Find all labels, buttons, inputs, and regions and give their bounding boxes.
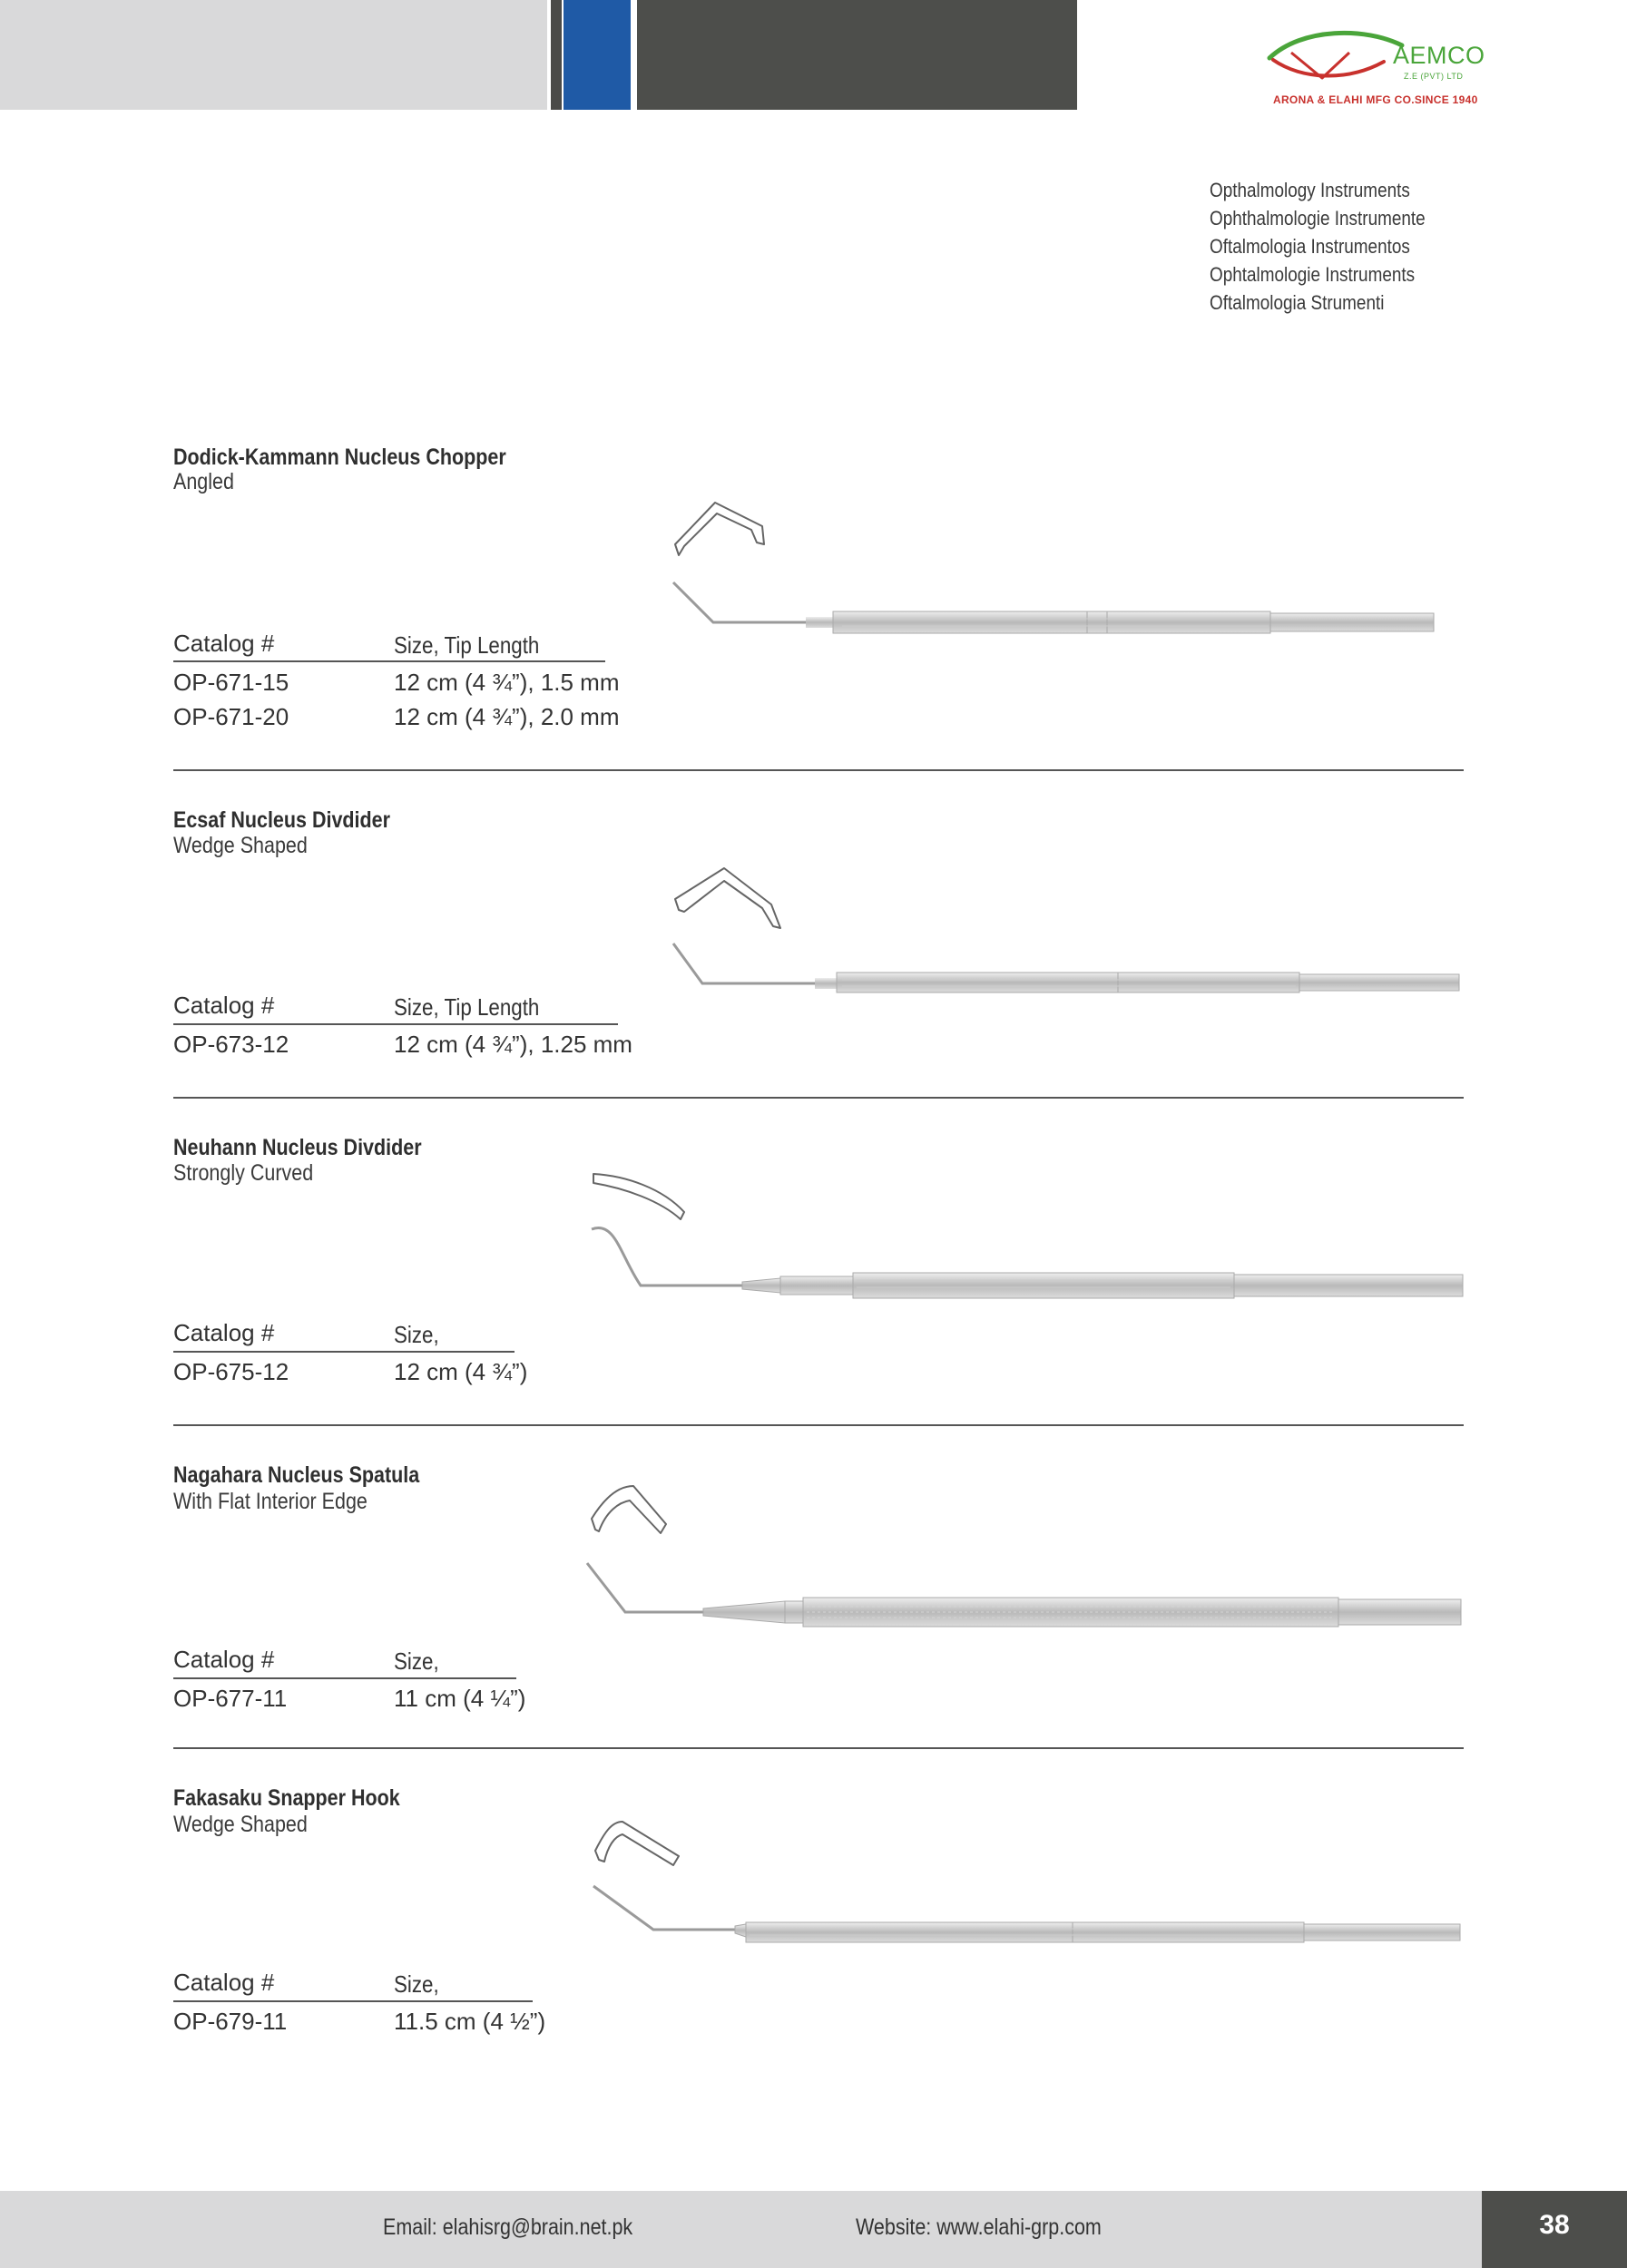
product-subtitle: With Flat Interior Edge xyxy=(173,1489,368,1514)
tip-detail-icon xyxy=(592,1814,682,1869)
section-divider xyxy=(173,1424,1464,1426)
logo-name: AEMCO xyxy=(1393,42,1485,69)
page-number: 38 xyxy=(1539,2210,1570,2240)
product-subtitle: Strongly Curved xyxy=(173,1160,314,1186)
instrument-image xyxy=(588,1220,1468,1302)
footer-email[interactable]: Email: elahisrg@brain.net.pk xyxy=(383,2214,633,2240)
catalog-number: OP-675-12 xyxy=(173,1358,289,1385)
header-bar-dark xyxy=(637,0,1077,110)
section-divider xyxy=(173,1747,1464,1749)
category-languages xyxy=(1210,176,1426,317)
product-title: Neuhann Nucleus Divdider xyxy=(173,1135,422,1160)
catalog-column-header: Catalog # xyxy=(173,1319,275,1346)
size-value: 12 cm (4 ¾”), 2.0 mm xyxy=(394,703,620,730)
size-column-header: Size, Tip Length xyxy=(394,631,540,659)
logo-tagline: ARONA & ELAHI MFG CO.SINCE 1940 xyxy=(1273,93,1478,106)
language-line: Ophthalmologie Instrumente xyxy=(1210,207,1426,230)
product-title: Nagahara Nucleus Spatula xyxy=(173,1462,420,1488)
section-divider xyxy=(173,769,1464,771)
header-bar-stripe xyxy=(551,0,562,110)
size-value: 11 cm (4 ¼”) xyxy=(394,1685,526,1712)
table-rule xyxy=(173,1023,618,1025)
product-subtitle: Wedge Shaped xyxy=(173,833,308,858)
footer-website[interactable]: Website: www.elahi-grp.com xyxy=(856,2214,1102,2240)
instrument-image xyxy=(670,934,1468,998)
header-bar-blue xyxy=(564,0,631,110)
tip-detail-icon xyxy=(671,490,780,562)
catalog-column-header: Catalog # xyxy=(173,630,275,657)
section-divider xyxy=(173,1097,1464,1099)
tip-detail-icon xyxy=(671,857,789,930)
footer-bar xyxy=(0,2191,1627,2268)
catalog-column-header: Catalog # xyxy=(173,1969,275,1996)
language-line: Opthalmology Instruments xyxy=(1210,179,1410,201)
catalog-number: OP-671-20 xyxy=(173,703,289,730)
catalog-column-header: Catalog # xyxy=(173,992,275,1019)
header-bar-grey xyxy=(0,0,547,110)
table-rule xyxy=(173,2000,533,2002)
catalog-column-header: Catalog # xyxy=(173,1646,275,1673)
table-rule xyxy=(173,1677,516,1679)
product-subtitle: Wedge Shaped xyxy=(173,1812,308,1837)
size-column-header: Size, xyxy=(394,1970,439,1998)
table-rule xyxy=(173,1351,515,1353)
product-title: Ecsaf Nucleus Divdider xyxy=(173,807,390,833)
eye-logo-icon xyxy=(1266,25,1411,89)
instrument-image xyxy=(585,1556,1465,1628)
company-logo xyxy=(1266,25,1502,116)
language-line: Oftalmologia Strumenti xyxy=(1210,291,1385,314)
catalog-number: OP-673-12 xyxy=(173,1031,289,1058)
product-title: Dodick-Kammann Nucleus Chopper xyxy=(173,445,506,470)
size-column-header: Size, Tip Length xyxy=(394,993,540,1021)
size-value: 12 cm (4 ¾”), 1.25 mm xyxy=(394,1031,632,1058)
language-line: Oftalmologia Instrumentos xyxy=(1210,235,1410,258)
instrument-image xyxy=(670,572,1450,662)
instrument-image xyxy=(590,1882,1465,1964)
product-subtitle: Angled xyxy=(173,469,234,494)
tip-detail-icon xyxy=(588,1481,670,1544)
catalog-number: OP-677-11 xyxy=(173,1685,288,1712)
size-column-header: Size, xyxy=(394,1647,439,1675)
logo-subtitle: Z.E (PVT) LTD xyxy=(1404,72,1464,81)
catalog-number: OP-671-15 xyxy=(173,669,289,696)
size-value: 11.5 cm (4 ½”) xyxy=(394,2008,546,2035)
language-line: Ophtalmologie Instruments xyxy=(1210,263,1416,286)
size-column-header: Size, xyxy=(394,1321,439,1348)
table-rule xyxy=(173,660,605,662)
size-value: 12 cm (4 ¾”), 1.5 mm xyxy=(394,669,620,696)
catalog-number: OP-679-11 xyxy=(173,2008,288,2035)
size-value: 12 cm (4 ¾”) xyxy=(394,1358,528,1385)
product-title: Fakasaku Snapper Hook xyxy=(173,1785,400,1811)
tip-detail-icon xyxy=(590,1170,690,1225)
